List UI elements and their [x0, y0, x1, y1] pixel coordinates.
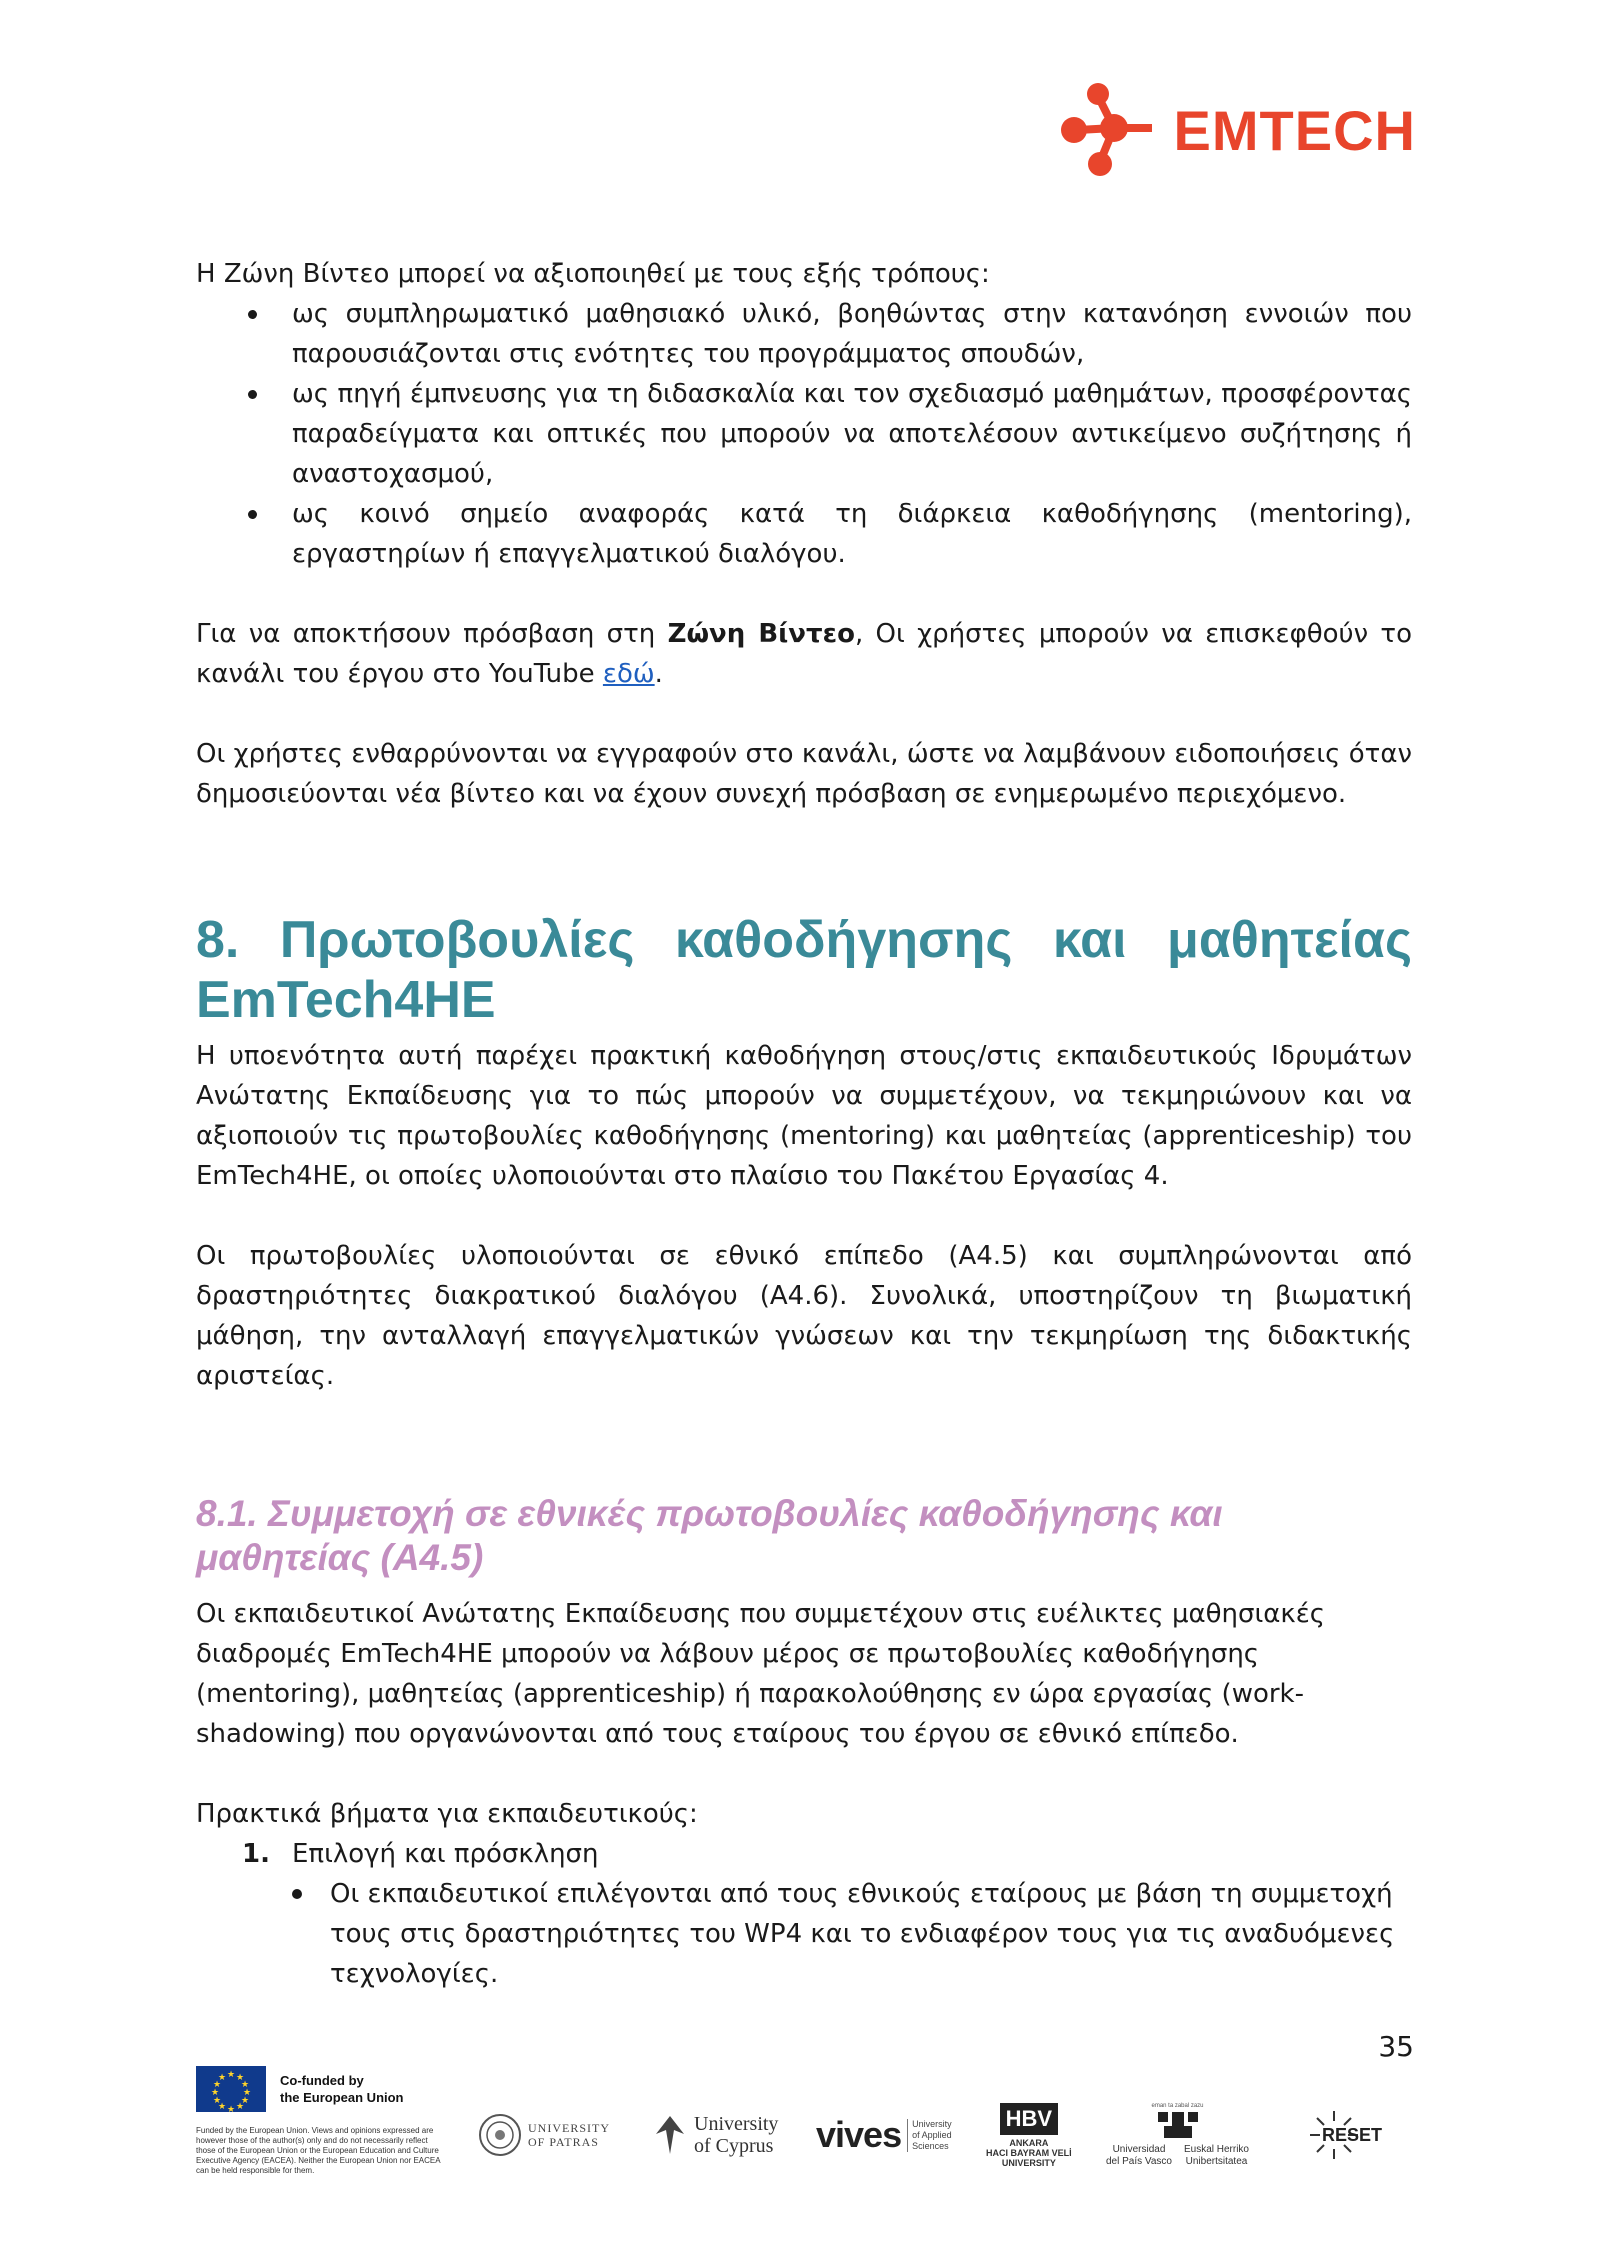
section-8-heading [196, 910, 1412, 1030]
ehu-name-eu [1184, 2144, 1249, 2168]
patras-seal-icon [478, 2113, 522, 2157]
paragraph-line: διαδρομές EmTech4HE μπορούν να λάβουν μέρος σε πρωτοβουλίες καθοδήγησης [196, 1639, 1260, 1669]
partner-logo-ehu [1106, 2100, 1249, 2170]
eu-flag-icon: ★ ★ ★ ★ ★ ★ ★ ★ ★ ★ ★ ★ [196, 2066, 266, 2112]
ehu-names [1106, 2144, 1249, 2168]
steps-lead: Πρακτικά βήματα για εκπαιδευτικούς: [196, 1799, 698, 1829]
ehu-name-es [1106, 2144, 1172, 2168]
access-bold: Ζώνη Βίντεο [667, 619, 855, 649]
paragraph-line: shadowing) που οργανώνονται από τους εταίρους του έργου σε εθνικό επίπεδο. [196, 1719, 1239, 1749]
vives-subtitle [907, 2119, 952, 2152]
ehu-line: Universidad [1112, 2143, 1166, 2155]
heading-word: Πρωτοβουλίες [279, 911, 635, 969]
access-text-1: Για να αποκτήσουν πρόσβαση στη [196, 619, 668, 649]
reset-wordmark: RESET [1322, 2125, 1383, 2145]
hbv-line: UNIVERSITY [1001, 2157, 1056, 2168]
intro-lead: Η Ζώνη Βίντεο μπορεί να αξιοποιηθεί με τους εξής τρόπους: [196, 259, 990, 289]
vives-sub-line: Sciences [912, 2140, 949, 2151]
partner-logo-hbv [986, 2100, 1072, 2170]
heading-word: και [1052, 911, 1127, 969]
ehu-line: Unibertsitatea [1185, 2155, 1248, 2167]
usage-list [196, 294, 1412, 574]
heading-word: καθοδήγησης [674, 911, 1013, 969]
subscribe-paragraph: Οι χρήστες ενθαρρύνονται να εγγραφούν στο κανάλι, ώστε να λαμβάνουν ειδοποιήσεις όταν δημοσιεύονται νέα βίντεο και να έχουν συνεχή πρόσβαση σε ενημερωμένο περιεχόμενο. [196, 739, 1412, 809]
hbv-line: HACI BAYRAM VELİ [986, 2147, 1072, 2158]
cyprus-tree-icon [652, 2112, 688, 2158]
emtech-logo [1056, 82, 1416, 178]
subheading-line-1: 8.1. Συμμετοχή σε εθνικές πρωτοβουλίες καθοδήγησης και [196, 1493, 1223, 1534]
ehu-line: del País Vasco [1106, 2155, 1172, 2167]
paragraph-line: (mentoring), μαθητείας (apprenticeship) ή παρακολούθησης εν ώρα εργασίας (work- [196, 1679, 1304, 1709]
partner-logo-vives [816, 2100, 952, 2170]
heading-word: μαθητείας [1167, 911, 1412, 969]
section-8-1-heading [196, 1492, 1412, 1580]
ehu-motto: eman ta zabal zazu [1151, 2102, 1204, 2109]
partner-logo-cyprus [652, 2100, 778, 2170]
step-bullets [292, 1874, 1412, 1994]
step-item [242, 1834, 1412, 1994]
access-paragraph [196, 614, 1412, 694]
access-text-2: , Οι χρήστες μπορούν να επισκεφθούν το κανάλι του έργου στο YouTube [196, 619, 1412, 689]
vives-sub-line: of Applied [912, 2129, 952, 2140]
ehu-line: Euskal Herriko [1183, 2143, 1249, 2155]
list-item: ως συμπληρωματικό μαθησιακό υλικό, βοηθώντας στην κατανόηση εννοιών που παρουσιάζονται στις ενότητες του προγράμματος σπουδών, [292, 294, 1412, 374]
ehu-emblem-icon [1152, 2110, 1204, 2142]
partner-logo-reset [1306, 2100, 1383, 2170]
section-8-paragraph-2: Οι πρωτοβουλίες υλοποιούνται σε εθνικό επίπεδο (A4.5) και συμπληρώνονται από δραστηριότητες διακρατικού διαλόγου (A4.6). Συνολικά, υποστηρίζουν τη βιωματική μάθηση, την ανταλλαγή επαγγελματικών γνώσεων και την τεκμηρίωση της διδακτικής αριστείας. [196, 1241, 1412, 1391]
vives-wordmark: vives [816, 2114, 902, 2155]
step-title: Επιλογή και πρόσκληση [292, 1839, 599, 1869]
patras-name: UNIVERSITY OF PATRAS [528, 2121, 610, 2149]
list-item: ως πηγή έμπνευσης για τη διδασκαλία και τον σχεδιασμό μαθημάτων, προσφέροντας παραδείγματα και οπτικές που μπορούν να αποτελέσουν αντικείμενο συζήτησης ή αναστοχασμού, [292, 374, 1412, 494]
steps-list [196, 1834, 1412, 1994]
bullet-line: Οι εκπαιδευτικοί επιλέγονται από τους εθνικούς εταίρους με βάση τη συμμετοχή [330, 1879, 1393, 1909]
cofunded-label [280, 2072, 404, 2106]
hbv-mark: HBV [1000, 2103, 1058, 2135]
page-number: 35 [1378, 2030, 1414, 2063]
cyprus-line-2: of Cyprus [694, 2135, 774, 2157]
list-item: ως κοινό σημείο αναφοράς κατά τη διάρκεια καθοδήγησης (mentoring), εργαστηρίων ή επαγγελματικού διαλόγου. [292, 494, 1412, 574]
main-content [196, 254, 1412, 1994]
emtech-molecule-icon [1056, 82, 1166, 178]
footer [196, 2066, 1416, 2216]
section-8-paragraph-1: Η υποενότητα αυτή παρέχει πρακτική καθοδήγηση στους/στις εκπαιδευτικούς Ιδρυμάτων Ανώτατης Εκπαίδευσης για το πώς μπορούν να συμμετέχουν, να τεκμηριώνουν και να αξιοποιούν τις πρωτοβουλίες καθοδήγησης (mentoring) και μαθητείας (apprenticeship) του EmTech4HE, οι οποίες υλοποιούνται στο πλαίσιο του Πακέτου Εργασίας 4. [196, 1041, 1412, 1191]
cyprus-name [694, 2113, 778, 2157]
access-text-end: . [654, 659, 663, 689]
vives-sub-line: University [912, 2118, 952, 2129]
eu-disclaimer: Funded by the European Union. Views and opinions expressed are however those of the author(s) only and do not necessarily reflect those of the European Union or the European Education and Culture Executive Agency (EACEA). Neither the European Union nor EACEA can be held responsible for them. [196, 2126, 441, 2175]
partner-logo-patras [478, 2100, 620, 2170]
cofunded-line-1: Co-funded by [280, 2073, 364, 2088]
youtube-channel-link[interactable]: εδώ [602, 659, 655, 689]
cofunded-line-2: the European Union [280, 2090, 404, 2105]
hbv-name [986, 2138, 1072, 2168]
paragraph-line: Οι εκπαιδευτικοί Ανώτατης Εκπαίδευσης που συμμετέχουν στις ευέλικτες μαθησιακές [196, 1599, 1326, 1629]
emtech-logo-text: EMTECH [1173, 98, 1416, 162]
subheading-line-2: μαθητείας (A4.5) [196, 1537, 484, 1578]
section-8-1-paragraph [196, 1594, 1412, 1754]
hbv-line: ANKARA [1009, 2137, 1049, 2148]
list-item [330, 1874, 1412, 1994]
step-number: 1. [242, 1839, 270, 1869]
cyprus-line-1: University [694, 2113, 779, 2135]
eu-cofunding-block [196, 2066, 456, 2176]
section-number: 8. [196, 911, 240, 969]
heading-line-2: EmTech4HE [196, 971, 496, 1029]
bullet-line: τους στις δραστηριότητες του WP4 και το ενδιαφέρον τους για τις αναδυόμενες [330, 1919, 1395, 1949]
bullet-line: τεχνολογίες. [330, 1959, 499, 1989]
